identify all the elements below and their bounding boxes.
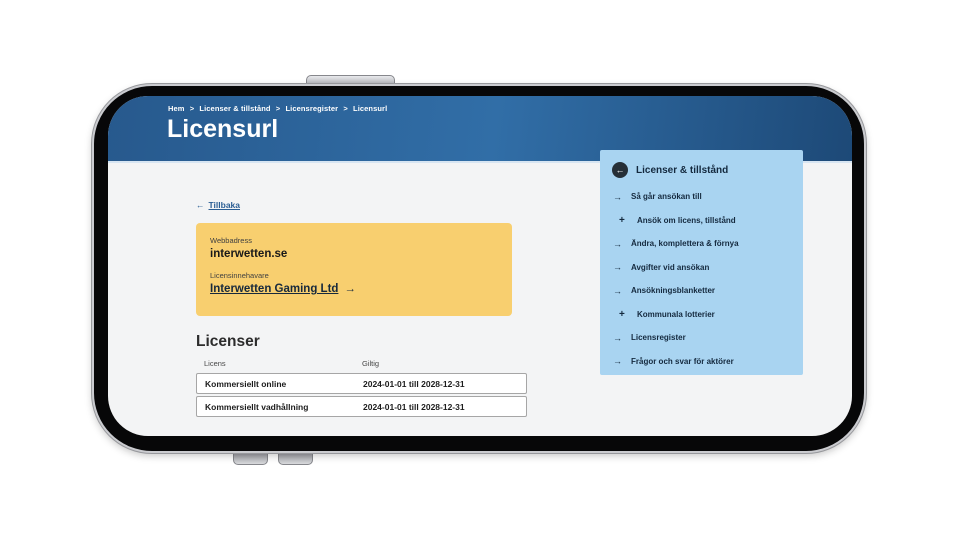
licenses-heading: Licenser: [196, 333, 260, 350]
sidebar-item-licensregister[interactable]: → Licensregister: [613, 332, 686, 343]
license-validity: 2024-01-01 till 2028-12-31: [363, 378, 465, 389]
sidebar-item-ansokningsblanketter[interactable]: → Ansökningsblanketter: [613, 285, 716, 296]
license-validity: 2024-01-01 till 2028-12-31: [363, 401, 465, 412]
sidebar-item-avgifter[interactable]: → Avgifter vid ansökan: [613, 262, 710, 273]
breadcrumb-separator: >: [343, 104, 348, 113]
licensinnehavare-label: Licensinnehavare: [210, 271, 269, 280]
sidebar-item-fragor-och-svar[interactable]: → Frågor och svar för aktörer: [613, 356, 734, 367]
webbadress-label: Webbadress: [210, 236, 252, 245]
license-holder-link-label: Interwetten Gaming Ltd: [210, 283, 339, 295]
sidebar-back-header[interactable]: [600, 150, 803, 178]
sidebar-menu: [600, 150, 803, 375]
sidebar-list: [600, 185, 803, 373]
licenses-table: [196, 359, 527, 419]
arrow-right-icon: →: [613, 238, 622, 249]
breadcrumb-separator: >: [275, 104, 281, 113]
licenses-table-header: [196, 359, 527, 368]
breadcrumb-separator: >: [189, 104, 195, 113]
column-giltig: Giltig: [362, 359, 380, 368]
table-row: [196, 396, 527, 417]
plus-icon: +: [619, 308, 625, 320]
table-row: [196, 373, 527, 394]
arrow-right-icon: →: [613, 285, 622, 296]
phone-mockup: [92, 84, 866, 453]
breadcrumb: [168, 104, 387, 113]
breadcrumb-item-current: Licensurl: [353, 104, 388, 113]
arrow-right-icon: →: [613, 262, 622, 273]
back-link-label: Tillbaka: [208, 200, 240, 210]
back-arrow-icon: ←: [196, 200, 205, 210]
sidebar-item-andra-komplettera[interactable]: → Ändra, komplettera & förnya: [613, 238, 739, 249]
arrow-right-icon: →: [613, 191, 622, 202]
license-name: Kommersiellt online: [205, 378, 287, 389]
back-link[interactable]: [196, 200, 240, 210]
sidebar-item-kommunala-lotterier[interactable]: + Kommunala lotterier: [619, 308, 715, 320]
plus-icon: +: [619, 214, 625, 226]
sidebar-item-ansok-om-licens[interactable]: + Ansök om licens, tillstånd: [619, 214, 736, 226]
arrow-right-icon: →: [344, 283, 356, 295]
license-name: Kommersiellt vadhållning: [205, 401, 309, 412]
sidebar-title: Licenser & tillstånd: [636, 164, 729, 176]
arrow-right-icon: →: [613, 356, 622, 367]
breadcrumb-item-licensregister[interactable]: Licensregister: [285, 104, 339, 113]
breadcrumb-item-hem[interactable]: Hem: [168, 104, 185, 113]
arrow-right-icon: →: [613, 332, 622, 343]
license-holder-card: [196, 223, 512, 316]
back-circle-icon[interactable]: ←: [612, 162, 628, 178]
column-licens: Licens: [204, 359, 226, 368]
license-holder-link[interactable]: [210, 283, 498, 295]
breadcrumb-item-licenser-tillstand[interactable]: Licenser & tillstånd: [199, 104, 271, 113]
page-title: Licensurl: [167, 115, 279, 143]
webbadress-value: interwetten.se: [210, 248, 288, 260]
sidebar-item-sa-gar-ansokan-till[interactable]: → Så går ansökan till: [613, 191, 702, 202]
phone-screen: [108, 96, 852, 436]
